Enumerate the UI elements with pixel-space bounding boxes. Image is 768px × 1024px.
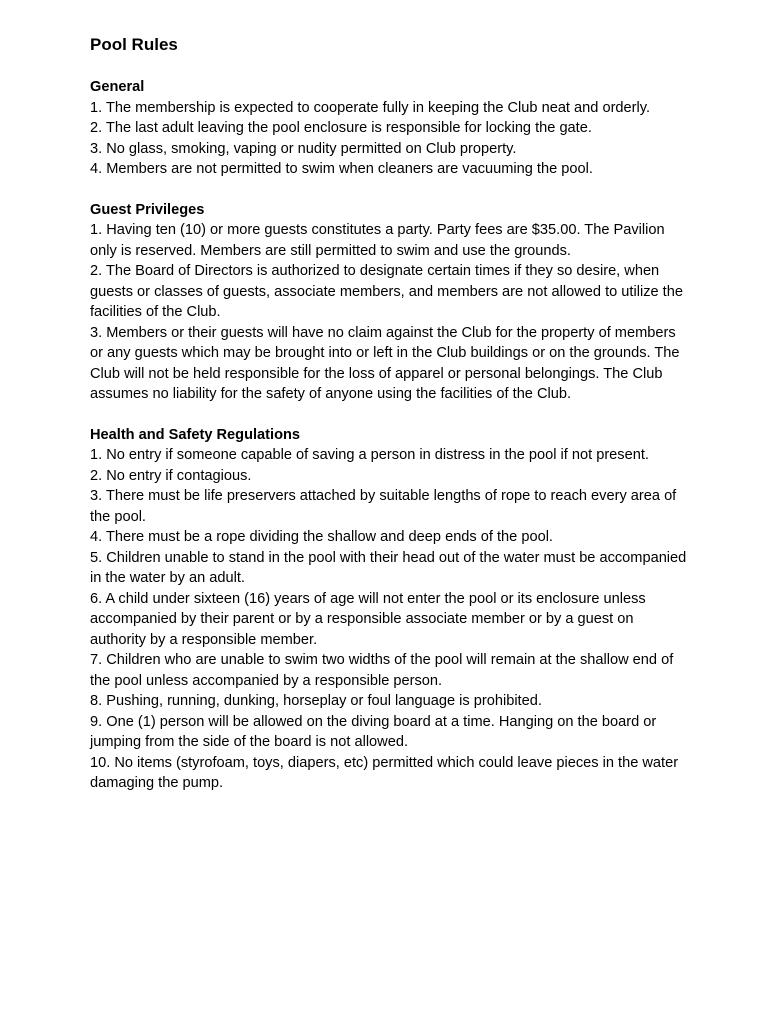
- section-heading-general: General: [90, 79, 145, 95]
- section-heading-guest-privileges: Guest Privileges: [90, 201, 205, 218]
- rule-item: 5. Children unable to stand in the pool with their head out of the water must be accompanied in the water by an adult.: [90, 549, 687, 586]
- rule-item: 3. Members or their guests will have no claim against the Club for the property of members or any guests which may be brought into or left in the Club buildings or on the grounds. The Club will not be held responsible for the loss of apparel or personal belongings. The Club assumes no liability for the safety of anyone using the facilities of the Club.: [90, 324, 680, 402]
- rule-item: 1. No entry if someone capable of saving a person in distress in the pool if not present.: [90, 447, 649, 463]
- rule-item: 10. No items (styrofoam, toys, diapers, etc) permitted which could leave pieces in the water damaging the pump.: [90, 754, 679, 791]
- document-page: [90, 34, 690, 814]
- rule-item: 3. There must be life preservers attached by suitable lengths of rope to reach every area of the pool.: [90, 488, 677, 525]
- rule-item: 2. The last adult leaving the pool enclosure is responsible for locking the gate.: [90, 120, 592, 136]
- page-title: Pool Rules: [90, 35, 178, 54]
- rule-item: 2. The Board of Directors is authorized to designate certain times if they so desire, when guests or classes of guests, associate members, and members are not allowed to utilize the facilities of the Club.: [90, 263, 683, 320]
- rule-item: 4. Members are not permitted to swim when cleaners are vacuuming the pool.: [90, 161, 593, 177]
- section-heading-health-safety: Health and Safety Regulations: [90, 426, 301, 443]
- rule-item: 6. A child under sixteen (16) years of age will not enter the pool or its enclosure unless accompanied by their parent or by a responsible associate member or by a guest on authority by a responsible member.: [90, 590, 646, 648]
- rule-item: 8. Pushing, running, dunking, horseplay or foul language is prohibited.: [90, 693, 542, 709]
- section-general: [90, 77, 690, 180]
- rule-item: 1. The membership is expected to cooperate fully in keeping the Club neat and orderly.: [90, 99, 651, 116]
- rule-item: 3. No glass, smoking, vaping or nudity permitted on Club property.: [90, 140, 517, 157]
- rule-item: 9. One (1) person will be allowed on the diving board at a time. Hanging on the board or jumping from the side of the board is not allowed.: [90, 713, 657, 750]
- section-health-safety: [90, 425, 690, 794]
- rule-item: 4. There must be a rope dividing the shallow and deep ends of the pool.: [90, 529, 553, 545]
- section-guest-privileges: [90, 200, 690, 405]
- rule-item: 7. Children who are unable to swim two widths of the pool will remain at the shallow end of the pool unless accompanied by a responsible person.: [90, 652, 674, 689]
- rule-item: 2. No entry if contagious.: [90, 467, 252, 484]
- rule-item: 1. Having ten (10) or more guests constitutes a party. Party fees are $35.00. The Pavilion only is reserved. Members are still permitted to swim and use the grounds.: [90, 222, 665, 259]
